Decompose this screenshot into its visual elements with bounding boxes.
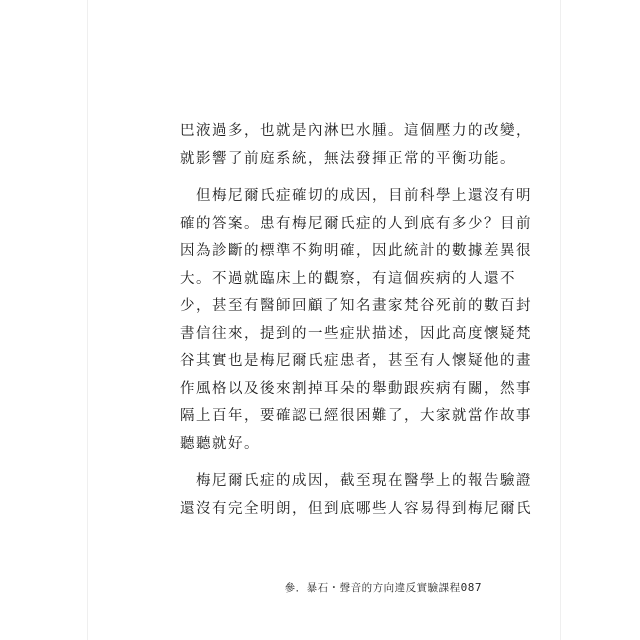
text-line: 書信往來，提到的一些症狀描述，因此高度懷疑梵	[180, 325, 532, 342]
page-number: 087	[460, 581, 482, 594]
text-line: 谷其實也是梅尼爾氏症患者，甚至有人懷疑他的畫	[180, 353, 532, 369]
text-line: 就影響了前庭系統，無法發揮正常的平衡功能。	[180, 150, 516, 167]
text-line: 梅尼爾氏症的成因，截至現在醫學上的報告驗證	[180, 473, 532, 489]
text-line: 還沒有完全明朗，但到底哪些人容易得到梅尼爾氏	[180, 500, 532, 517]
page-footer	[285, 580, 482, 595]
text-line: 確的答案。患有梅尼爾氏症的人到底有多少？目前	[180, 215, 532, 232]
paragraph	[180, 118, 532, 173]
text-line: 作風格以及後來割掉耳朵的舉動跟疾病有關，然事	[180, 380, 532, 397]
text-line: 聽聽就好。	[180, 435, 260, 452]
paragraph	[180, 183, 532, 458]
text-line: 巴液過多，也就是內淋巴水腫。這個壓力的改變，	[180, 123, 532, 139]
running-head: 參．暴石・聲音的方向違反實驗課程	[284, 582, 461, 594]
text-line: 但梅尼爾氏症確切的成因，目前科學上還沒有明	[180, 188, 532, 204]
text-line: 因為診斷的標準不夠明確，因此統計的數據差異很	[180, 243, 532, 259]
body-text	[180, 118, 532, 523]
text-line: 隔上百年，要確認已經很困難了，大家就當作故事	[180, 408, 532, 424]
paragraph	[180, 468, 532, 523]
text-line: 大。不過就臨床上的觀察，有這個疾病的人還不	[180, 270, 516, 287]
text-line: 少，甚至有醫師回顧了知名畫家梵谷死前的數百封	[180, 298, 532, 314]
